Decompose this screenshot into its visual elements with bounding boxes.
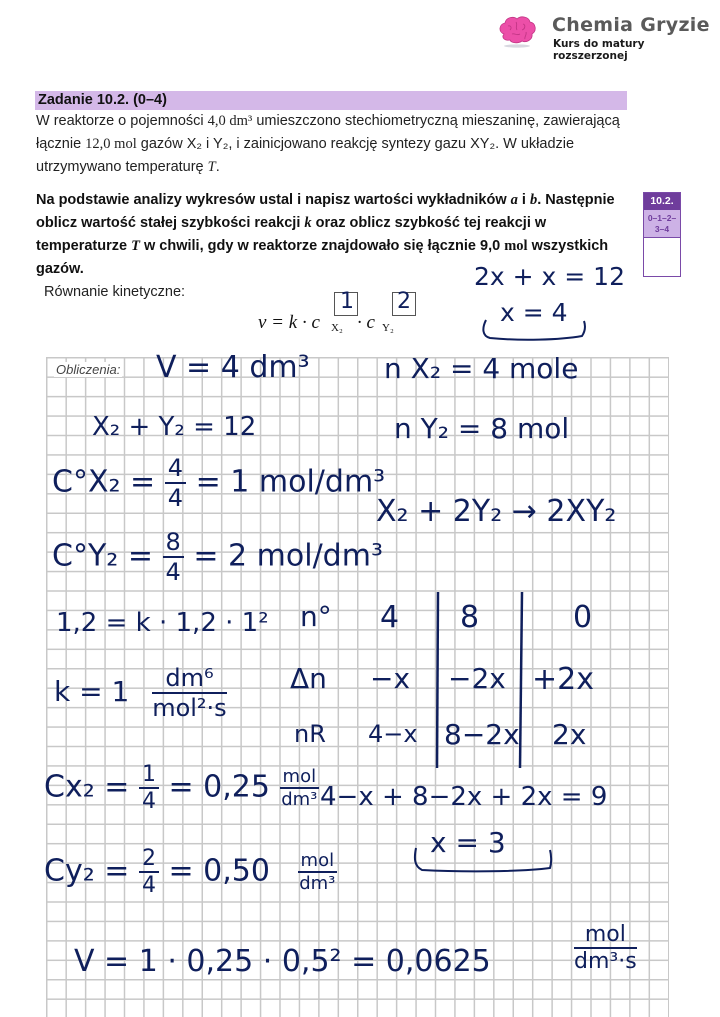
hw-cx2 bbox=[44, 762, 319, 814]
var-k: k bbox=[304, 215, 312, 231]
calculations-label: Obliczenia: bbox=[56, 362, 121, 377]
hw-cy2 bbox=[44, 846, 337, 898]
exponent-b-answer: 2 bbox=[397, 289, 411, 314]
hw-table-label: nR bbox=[294, 720, 326, 748]
var-b: b bbox=[529, 192, 538, 208]
hw-c0-x2-rhs: = 1 mol/dm³ bbox=[195, 464, 386, 500]
score-range-line: 3–4 bbox=[654, 224, 670, 234]
brand-title: Chemia Gryzie bbox=[552, 14, 710, 36]
hw-fraction-den: 4 bbox=[141, 873, 156, 898]
hw-table-cell: −x bbox=[370, 662, 411, 695]
score-box bbox=[643, 192, 681, 277]
hw-table-cell: 2x bbox=[552, 718, 587, 751]
intro-volume: 4,0 dm³ bbox=[207, 113, 253, 129]
hw-n-y2: n Y₂ = 8 mol bbox=[394, 412, 570, 445]
hw-fraction-num: 2 bbox=[139, 846, 159, 873]
hw-fraction-den: mol²·s bbox=[152, 694, 227, 722]
score-box-range bbox=[644, 210, 680, 238]
hw-table-cell: 8−2x bbox=[444, 718, 520, 751]
instruction-amount: 9,0 bbox=[480, 238, 501, 254]
hw-table-cell: 0 bbox=[573, 600, 593, 635]
hw-rate-unit bbox=[574, 922, 637, 974]
hw-k-result bbox=[54, 664, 227, 722]
hw-balance: 4−x + 8−2x + 2x = 9 bbox=[320, 782, 608, 812]
intro-text: umieszczono stechiometryczną mieszaninę, zawierającą łącznie bbox=[36, 113, 620, 152]
hw-fraction-num: mol bbox=[574, 922, 637, 949]
equation-lhs: v = k · c bbox=[258, 312, 320, 333]
hw-fraction-den: dm³ bbox=[299, 873, 336, 894]
hw-rate-equation: V = 1 · 0,25 · 0,5² = 0,0625 bbox=[74, 944, 491, 979]
kinetic-equation-label: Równanie kinetyczne: bbox=[44, 284, 186, 300]
brain-icon bbox=[496, 14, 538, 48]
result-bracket bbox=[410, 846, 560, 876]
hw-fraction-num: mol bbox=[280, 766, 320, 789]
hw-cx2-rhs: = 0,25 bbox=[168, 769, 270, 805]
hw-x-result: x = 3 bbox=[430, 826, 506, 859]
intro-text: W reaktorze o pojemności bbox=[36, 113, 208, 129]
subscript-x2: X₂ bbox=[331, 322, 343, 334]
brand-subtitle: Kurs do matury rozszerzonej bbox=[553, 38, 645, 62]
hw-c0-y2-rhs: = 2 mol/dm³ bbox=[193, 538, 383, 574]
hw-fraction-num: 4 bbox=[165, 454, 186, 484]
instruction-text: oraz oblicz szybkość tej reakcji w temperaturze bbox=[36, 215, 547, 254]
table-divider-lines bbox=[430, 590, 530, 770]
hw-table-cell: 8 bbox=[460, 600, 480, 635]
var-a: a bbox=[510, 192, 518, 208]
hw-cy2-rhs: = 0,50 bbox=[168, 853, 270, 889]
hw-cx2-lhs: Cx₂ = bbox=[44, 769, 130, 805]
hw-fraction-den: 4 bbox=[141, 789, 156, 814]
task-title: Zadanie 10.2. (0–4) bbox=[38, 92, 167, 108]
underline-bracket bbox=[480, 318, 590, 344]
kinetic-equation bbox=[258, 289, 428, 342]
hw-k-lhs: k = 1 bbox=[54, 675, 130, 708]
hw-fraction-num: dm⁶ bbox=[152, 664, 226, 694]
task-intro bbox=[36, 110, 636, 179]
hw-table-label: Δn bbox=[290, 662, 327, 695]
hw-fraction-den: dm³·s bbox=[574, 949, 637, 974]
subscript-y2: Y₂ bbox=[382, 322, 394, 334]
hw-table-cell: −2x bbox=[448, 662, 506, 695]
score-box-number: 10.2. bbox=[644, 193, 680, 210]
hw-fraction-num: mol bbox=[298, 850, 338, 873]
intro-text: gazów X₂ i Y₂, i zainicjowano reakcję syntezy gazu XY₂. W układzie utrzymywano temperaturę bbox=[36, 136, 575, 175]
hw-c0-y2-lhs: C°Y₂ = bbox=[52, 538, 153, 574]
hw-fraction-den: 4 bbox=[165, 558, 181, 586]
hw-fraction-den: dm³ bbox=[281, 789, 318, 810]
hw-k-equation: 1,2 = k · 1,2 · 1² bbox=[56, 608, 269, 638]
equation-dot: · c bbox=[357, 312, 375, 333]
hw-fraction-num: 1 bbox=[139, 762, 159, 789]
intro-temperature: T bbox=[207, 159, 216, 175]
intro-amount: 12,0 mol bbox=[85, 136, 137, 152]
hw-sum: X₂ + Y₂ = 12 bbox=[92, 412, 257, 442]
hw-cy2-lhs: Cy₂ = bbox=[44, 853, 130, 889]
exponent-a-answer: 1 bbox=[340, 289, 354, 314]
hw-fraction-den: 4 bbox=[167, 484, 184, 512]
instruction-text: wszystkich gazów. bbox=[36, 238, 609, 277]
hw-fraction-num: 8 bbox=[163, 528, 184, 558]
hw-side-note-2: x = 4 bbox=[500, 298, 568, 327]
hw-reaction: X₂ + 2Y₂ → 2XY₂ bbox=[376, 494, 617, 529]
instruction-text: Na podstawie analizy wykresów ustal i napisz wartości wykładników bbox=[36, 192, 511, 208]
hw-table-cell: 4−x bbox=[368, 720, 418, 748]
instruction-text: w chwili, gdy w reaktorze znajdowało się łącznie bbox=[139, 238, 480, 254]
instruction-text: i bbox=[517, 192, 530, 208]
score-range-line: 0–1–2– bbox=[647, 213, 677, 223]
instruction-unit: mol bbox=[504, 238, 528, 254]
hw-n-x2: n X₂ = 4 mole bbox=[384, 352, 579, 385]
hw-table-label: n° bbox=[300, 600, 332, 633]
hw-c0-y2 bbox=[52, 528, 383, 586]
hw-c0-x2 bbox=[52, 454, 385, 512]
var-T: T bbox=[131, 238, 140, 254]
score-entry-field[interactable] bbox=[644, 238, 680, 274]
hw-table-cell: 4 bbox=[380, 600, 400, 635]
hw-c0-x2-lhs: C°X₂ = bbox=[52, 464, 156, 500]
hw-side-note-1: 2x + x = 12 bbox=[474, 262, 625, 291]
exponent-b-box[interactable] bbox=[392, 289, 416, 316]
instruction-text: . Następnie oblicz wartość stałej szybkości reakcji bbox=[36, 192, 615, 231]
intro-text: . bbox=[215, 159, 220, 175]
exponent-a-box[interactable] bbox=[334, 289, 358, 316]
hw-volume: V = 4 dm³ bbox=[156, 350, 310, 385]
hw-table-cell: +2x bbox=[532, 662, 594, 697]
